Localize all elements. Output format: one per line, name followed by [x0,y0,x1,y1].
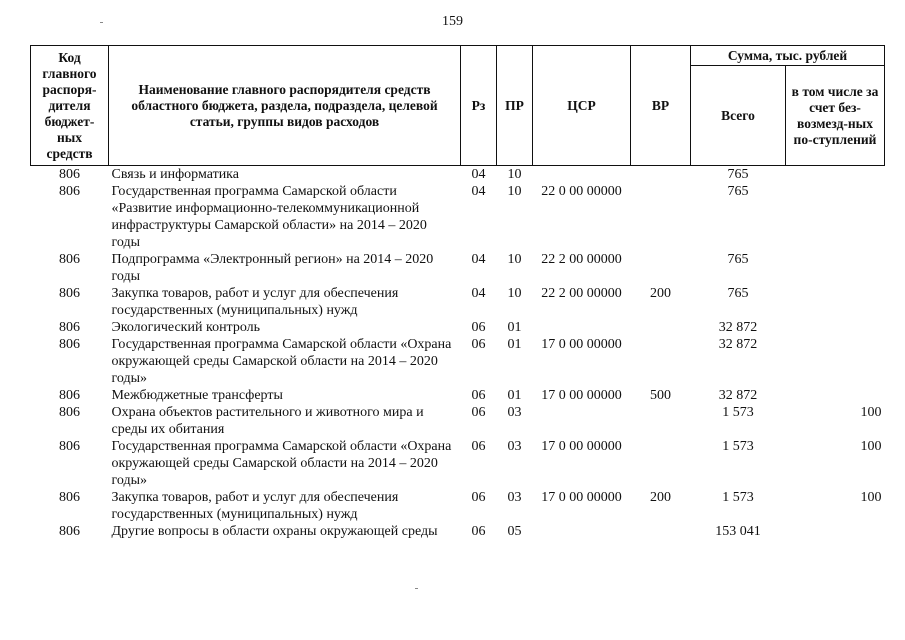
row-rz-cell: 06 [471,439,486,454]
row-code-cell: 806 [59,337,80,352]
header-vr: ВР [631,46,691,166]
row-csr-cell: 22 2 00 00000 [541,286,622,301]
row-vr-cell [631,319,691,336]
header-total: Всего [691,66,786,166]
row-free-cell [786,285,885,319]
row-rz-cell: 04 [471,167,486,182]
page-number: 159 [442,14,463,29]
row-vr-cell [631,251,691,285]
row-code-cell: 806 [59,320,80,335]
row-total-cell: 1 573 [722,490,754,505]
row-rz-cell: 06 [471,405,486,420]
row-name-cell: Связь и информатика [111,167,239,182]
table-row [31,319,885,336]
row-code-cell: 806 [59,405,80,420]
row-name-cell: Государственная программа Самарской области «Охрана окружающей среды Самарской области на 2014 – 2020 годы» [111,439,452,488]
row-csr-cell [533,523,631,540]
row-pr-cell: 10 [507,252,522,267]
row-name-cell: Государственная программа Самарской области «Развитие информационно-телекоммуникационной инфраструктуры Самарской области» на 2014 – 2020 годы [111,184,427,250]
row-free-cell: 100 [860,439,882,454]
row-pr-cell: 01 [507,320,522,335]
row-total-cell: 765 [727,286,749,301]
row-total-cell: 153 041 [715,524,761,539]
row-csr-cell: 17 0 00 00000 [541,388,622,403]
header-sum-group: Сумма, тыс. рублей [691,46,885,66]
row-vr-cell: 500 [650,388,671,403]
row-total-cell: 765 [727,184,749,199]
row-total-cell: 1 573 [722,405,754,420]
table-row [31,336,885,387]
row-total-cell: 32 872 [718,388,758,403]
row-code-cell: 806 [59,439,80,454]
row-pr-cell: 10 [507,167,522,182]
scan-speck [415,588,418,589]
row-name-cell: Другие вопросы в области охраны окружающей среды [111,524,438,539]
table-row [31,285,885,319]
row-free-cell [786,523,885,540]
row-vr-cell [631,523,691,540]
table-header [31,46,885,166]
row-rz-cell: 06 [471,388,486,403]
row-total-cell: 1 573 [722,439,754,454]
table-row [31,438,885,489]
header-pr: ПР [497,46,533,166]
row-csr-cell: 17 0 00 00000 [541,490,622,505]
row-csr-cell: 22 2 00 00000 [541,252,622,267]
row-pr-cell: 05 [507,524,522,539]
row-pr-cell: 01 [507,337,522,352]
row-name-cell: Экологический контроль [111,320,261,335]
row-pr-cell: 01 [507,388,522,403]
table-row [31,166,885,184]
header-rz: Рз [461,46,497,166]
row-vr-cell [631,438,691,489]
row-code-cell: 806 [59,286,80,301]
table-row [31,404,885,438]
row-name-cell: Закупка товаров, работ и услуг для обеспечения государственных (муниципальных) нужд [111,286,399,318]
row-name-cell: Государственная программа Самарской области «Охрана окружающей среды Самарской области на 2014 – 2020 годы» [111,337,452,386]
row-name-cell: Межбюджетные трансферты [111,388,283,403]
row-total-cell: 765 [727,252,749,267]
scan-speck [100,22,103,23]
row-csr-cell: 17 0 00 00000 [541,337,622,352]
row-total-cell: 765 [727,167,749,182]
table-row [31,489,885,523]
row-free-cell [786,183,885,251]
table-row [31,523,885,540]
header-name: Наименование главного распорядителя средств областного бюджета, раздела, подраздела, целевой статьи, группы видов расходов [109,46,461,166]
row-vr-cell: 200 [650,490,671,505]
row-total-cell: 32 872 [718,337,758,352]
row-rz-cell: 04 [471,286,486,301]
row-rz-cell: 04 [471,252,486,267]
row-csr-cell [533,319,631,336]
row-free-cell [786,387,885,404]
row-csr-cell [533,404,631,438]
row-vr-cell [631,166,691,184]
row-vr-cell [631,336,691,387]
table-row [31,387,885,404]
row-free-cell [786,336,885,387]
row-name-cell: Подпрограмма «Электронный регион» на 2014 – 2020 годы [111,252,434,284]
row-free-cell: 100 [860,405,882,420]
row-pr-cell: 10 [507,286,522,301]
row-code-cell: 806 [59,184,80,199]
row-csr-cell: 22 0 00 00000 [541,184,622,199]
header-csr: ЦСР [533,46,631,166]
header-code: Код главного распоря-дителя бюджет-ных средств [31,46,109,166]
row-name-cell: Охрана объектов растительного и животного мира и среды их обитания [111,405,424,437]
row-csr-cell [533,166,631,184]
budget-table [30,45,885,540]
row-free-cell [786,251,885,285]
row-pr-cell: 03 [507,405,522,420]
row-code-cell: 806 [59,167,80,182]
row-rz-cell: 06 [471,337,486,352]
row-rz-cell: 06 [471,490,486,505]
row-code-cell: 806 [59,252,80,267]
row-vr-cell [631,183,691,251]
row-free-cell [786,166,885,184]
row-csr-cell: 17 0 00 00000 [541,439,622,454]
row-code-cell: 806 [59,524,80,539]
row-total-cell: 32 872 [718,320,758,335]
row-name-cell: Закупка товаров, работ и услуг для обеспечения государственных (муниципальных) нужд [111,490,399,522]
header-free: в том числе за счет без-возмезд-ных по-ступлений [786,66,885,166]
row-pr-cell: 03 [507,439,522,454]
table-row [31,251,885,285]
row-free-cell [786,319,885,336]
row-rz-cell: 06 [471,320,486,335]
table-row [31,183,885,251]
row-rz-cell: 04 [471,184,486,199]
row-vr-cell [631,404,691,438]
table-body [31,166,885,541]
row-rz-cell: 06 [471,524,486,539]
row-pr-cell: 10 [507,184,522,199]
row-code-cell: 806 [59,490,80,505]
row-code-cell: 806 [59,388,80,403]
row-free-cell: 100 [860,490,882,505]
row-pr-cell: 03 [507,490,522,505]
row-vr-cell: 200 [650,286,671,301]
